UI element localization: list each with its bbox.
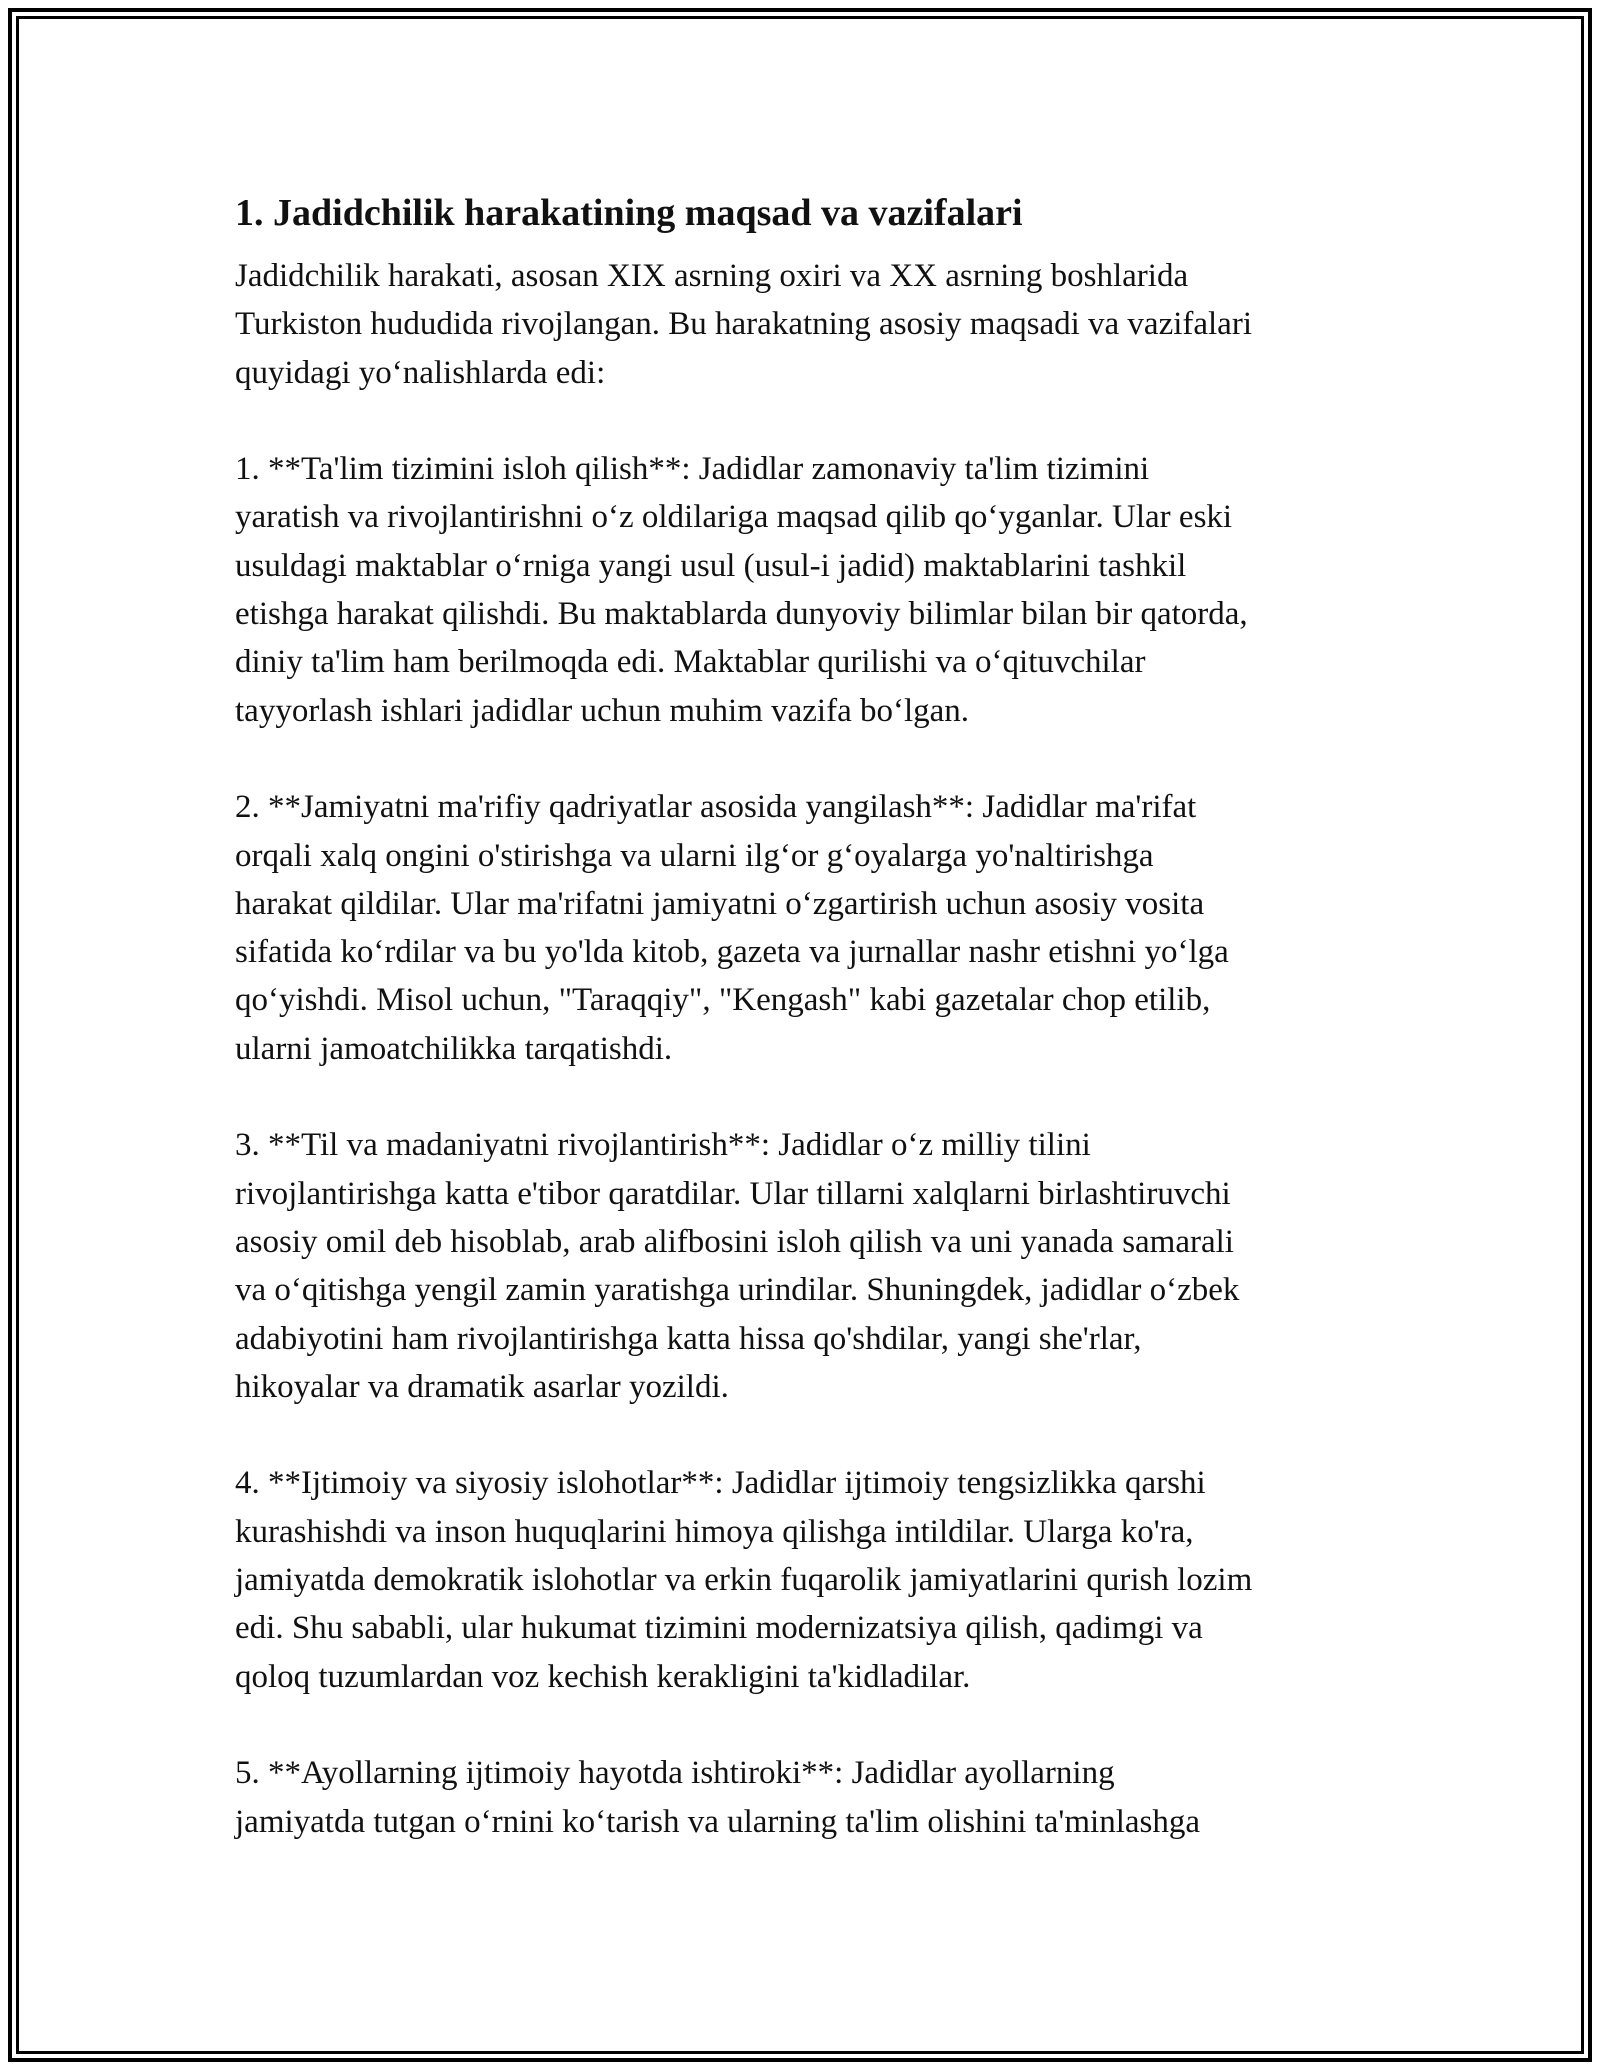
text-line: rivojlantirishga katta e'tibor qaratdilar. Ular tillarni xalqlarni birlashtiruvchi <box>235 1175 1231 1212</box>
text-line: jamiyatda tutgan o‘rnini ko‘tarish va ularning ta'lim olishini ta'minlashga <box>235 1803 1201 1840</box>
text-line: usuldagi maktablar o‘rniga yangi usul (usul-i jadid) maktablarini tashkil <box>235 547 1187 584</box>
text-line: 1. **Ta'lim tizimini isloh qilish**: Jadidlar zamonaviy ta'lim tizimini <box>235 451 1150 488</box>
list-item-education-reform <box>235 445 1375 735</box>
text-line: kurashishdi va inson huquqlarini himoya qilishga intildilar. Ularga ko'ra, <box>235 1513 1194 1550</box>
text-line: 4. **Ijtimoiy va siyosiy islohotlar**: Jadidlar ijtimoiy tengsizlikka qarshi <box>235 1465 1206 1502</box>
text-line: adabiyotini ham rivojlantirishga katta hissa qo'shdilar, yangi she'rlar, <box>235 1320 1142 1357</box>
text-line: Turkiston hududida rivojlangan. Bu harakatning asosiy maqsadi va vazifalari <box>235 306 1252 343</box>
text-line: diniy ta'lim ham berilmoqda edi. Maktablar qurilishi va o‘qituvchilar <box>235 644 1146 681</box>
intro-paragraph <box>235 252 1375 397</box>
text-line: Jadidchilik harakati, asosan XIX asrning oxiri va XX asrning boshlarida <box>235 258 1189 294</box>
text-line: qo‘yishdi. Misol uchun, "Taraqqiy", "Kengash" kabi gazetalar chop etilib, <box>235 982 1211 1019</box>
text-line: edi. Shu sababli, ular hukumat tizimini modernizatsiya qilish, qadimgi va <box>235 1610 1203 1647</box>
list-item-social-political-reforms <box>235 1459 1375 1700</box>
text-line: 3. **Til va madaniyatni rivojlantirish**: Jadidlar o‘z milliy tilini <box>235 1127 1091 1164</box>
text-line: qoloq tuzumlardan voz kechish kerakligini ta'kidladilar. <box>235 1658 971 1695</box>
text-line: hikoyalar va dramatik asarlar yozildi. <box>235 1368 729 1405</box>
text-line: 2. **Jamiyatni ma'rifiy qadriyatlar asosida yangilash**: Jadidlar ma'rifat <box>235 789 1197 826</box>
text-line: orqali xalq ongini o'stirishga va ularni ilg‘or g‘oyalarga yo'naltirishga <box>235 837 1154 874</box>
text-line: harakat qildilar. Ular ma'rifatni jamiyatni o‘zgartirish uchun asosiy vosita <box>235 885 1205 922</box>
text-line: tayyorlash ishlari jadidlar uchun muhim vazifa bo‘lgan. <box>235 692 970 729</box>
text-line: ularni jamoatchilikka tarqatishdi. <box>235 1030 673 1067</box>
text-line: yaratish va rivojlantirishni o‘z oldilariga maqsad qilib qo‘yganlar. Ular eski <box>235 499 1233 536</box>
list-item-language-culture <box>235 1121 1375 1411</box>
text-line: va o‘qitishga yengil zamin yaratishga urindilar. Shuningdek, jadidlar o‘zbek <box>235 1272 1240 1309</box>
text-line: 5. **Ayollarning ijtimoiy hayotda ishtiroki**: Jadidlar ayollarning <box>235 1755 1115 1792</box>
text-line: etishga harakat qilishdi. Bu maktablarda dunyoviy bilimlar bilan bir qatorda, <box>235 596 1248 633</box>
document-body <box>235 186 1375 1894</box>
text-line: jamiyatda demokratik islohotlar va erkin fuqarolik jamiyatlarini qurish lozim <box>235 1562 1253 1599</box>
text-line: sifatida ko‘rdilar va bu yo'lda kitob, gazeta va jurnallar nashr etishni yo‘lga <box>235 934 1229 971</box>
text-line: quyidagi yo‘nalishlarda edi: <box>235 354 606 391</box>
text-line: asosiy omil deb hisoblab, arab alifbosini isloh qilish va uni yanada samarali <box>235 1223 1234 1260</box>
list-item-society-renewal <box>235 783 1375 1073</box>
section-heading: 1. Jadidchilik harakatining maqsad va vazifalari <box>235 192 1023 234</box>
list-item-women-participation <box>235 1749 1375 1846</box>
